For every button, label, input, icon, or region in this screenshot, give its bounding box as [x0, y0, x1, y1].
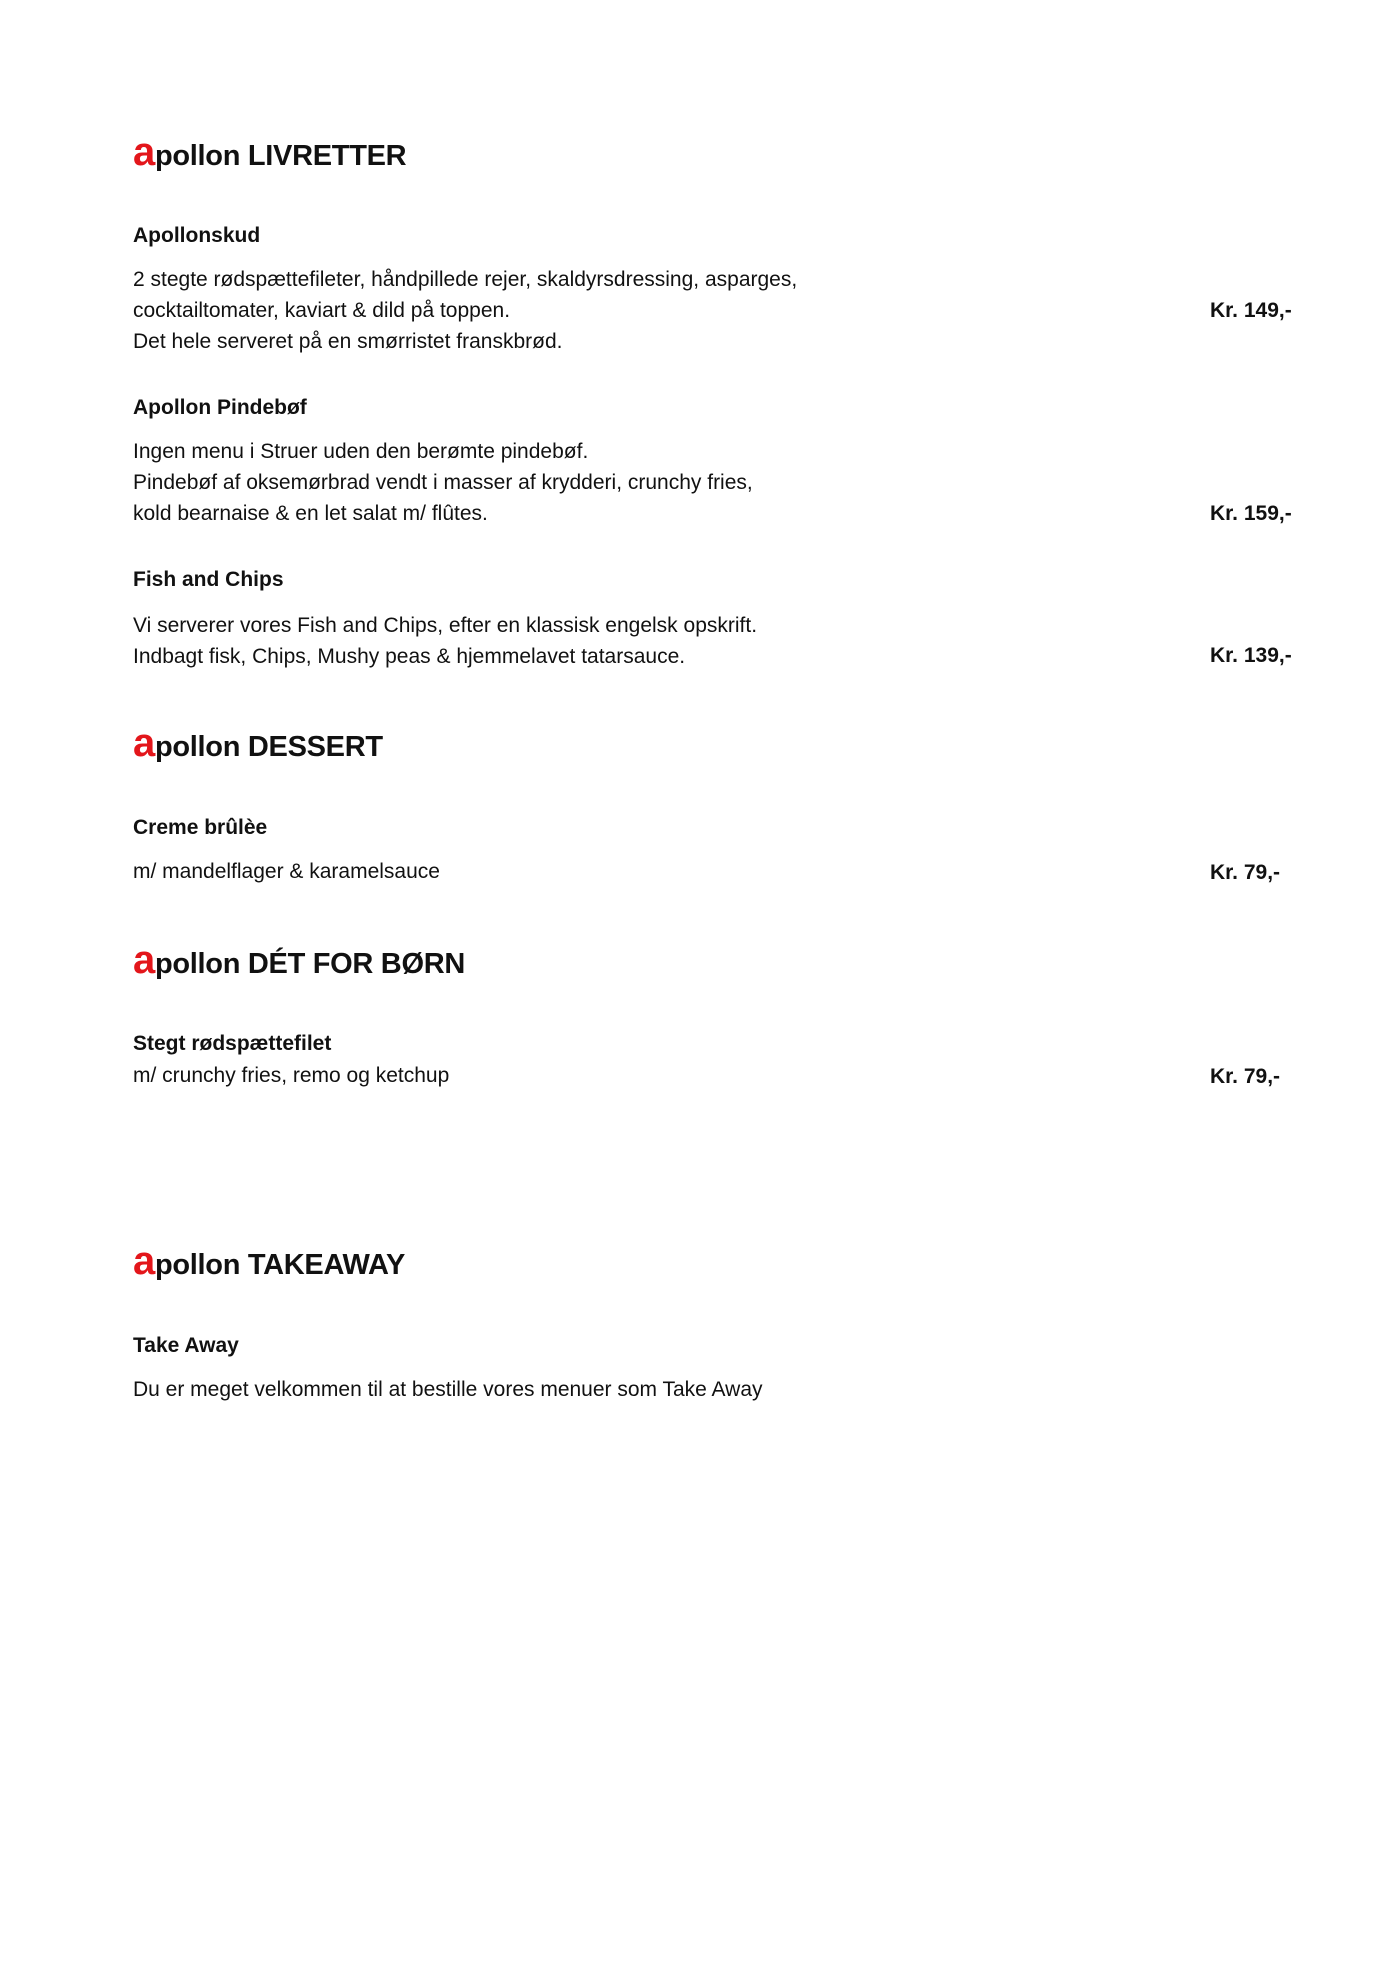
brand-accent-letter: a [133, 938, 155, 982]
item-price-apollon-pindebof: Kr. 159,- [1210, 502, 1292, 525]
section-heading-text: pollon LIVRETTER [154, 140, 407, 172]
section-heading-text: pollon TAKEAWAY [154, 1249, 406, 1281]
description-line: Pindebøf af oksemørbrad vendt i masser af krydderi, crunchy fries, [133, 471, 753, 494]
item-description-apollonskud [133, 264, 797, 357]
item-price-fish-and-chips: Kr. 139,- [1210, 644, 1292, 667]
item-price-stegt-rodspaettefilet: Kr. 79,- [1210, 1065, 1281, 1088]
description-line: m/ mandelflager & karamelsauce [133, 860, 440, 883]
item-description-stegt-rodspaettefilet [133, 1060, 449, 1091]
description-line: 2 stegte rødspættefileter, håndpillede rejer, skaldyrsdressing, asparges, [133, 268, 798, 291]
item-description-take-away [133, 1374, 763, 1405]
section-heading-text: pollon DESSERT [154, 731, 383, 763]
brand-accent-letter: a [133, 130, 155, 174]
item-price-apollonskud: Kr. 149,- [1210, 299, 1292, 322]
section-heading-det-for-born [133, 940, 465, 981]
description-line: Du er meget velkommen til at bestille vores menuer som Take Away [133, 1378, 763, 1401]
item-name-stegt-rodspaettefilet: Stegt rødspættefilet [133, 1032, 332, 1055]
item-name-creme-brulee: Creme brûlèe [133, 816, 268, 839]
description-line: Ingen menu i Struer uden den berømte pindebøf. [133, 440, 589, 463]
item-price-creme-brulee: Kr. 79,- [1210, 861, 1281, 884]
description-line: cocktailtomater, kaviart & dild på toppen. [133, 299, 511, 322]
item-description-apollon-pindebof [133, 436, 753, 529]
description-line: Det hele serveret på en smørristet franskbrød. [133, 330, 563, 353]
item-description-fish-and-chips [133, 610, 757, 672]
item-name-apollonskud: Apollonskud [133, 224, 261, 247]
description-line: kold bearnaise & en let salat m/ flûtes. [133, 502, 488, 525]
section-heading-livretter [133, 132, 406, 173]
item-name-apollon-pindebof: Apollon Pindebøf [133, 396, 307, 419]
section-heading-takeaway [133, 1241, 405, 1282]
description-line: m/ crunchy fries, remo og ketchup [133, 1064, 450, 1087]
item-name-fish-and-chips: Fish and Chips [133, 568, 284, 591]
brand-accent-letter: a [133, 1239, 155, 1283]
description-line: Vi serverer vores Fish and Chips, efter en klassisk engelsk opskrift. [133, 614, 758, 637]
item-description-creme-brulee [133, 856, 440, 887]
section-heading-text: pollon DÉT FOR BØRN [154, 948, 465, 980]
description-line: Indbagt fisk, Chips, Mushy peas & hjemmelavet tatarsauce. [133, 645, 686, 668]
item-name-take-away: Take Away [133, 1334, 239, 1357]
brand-accent-letter: a [133, 721, 155, 765]
section-heading-dessert [133, 723, 383, 764]
